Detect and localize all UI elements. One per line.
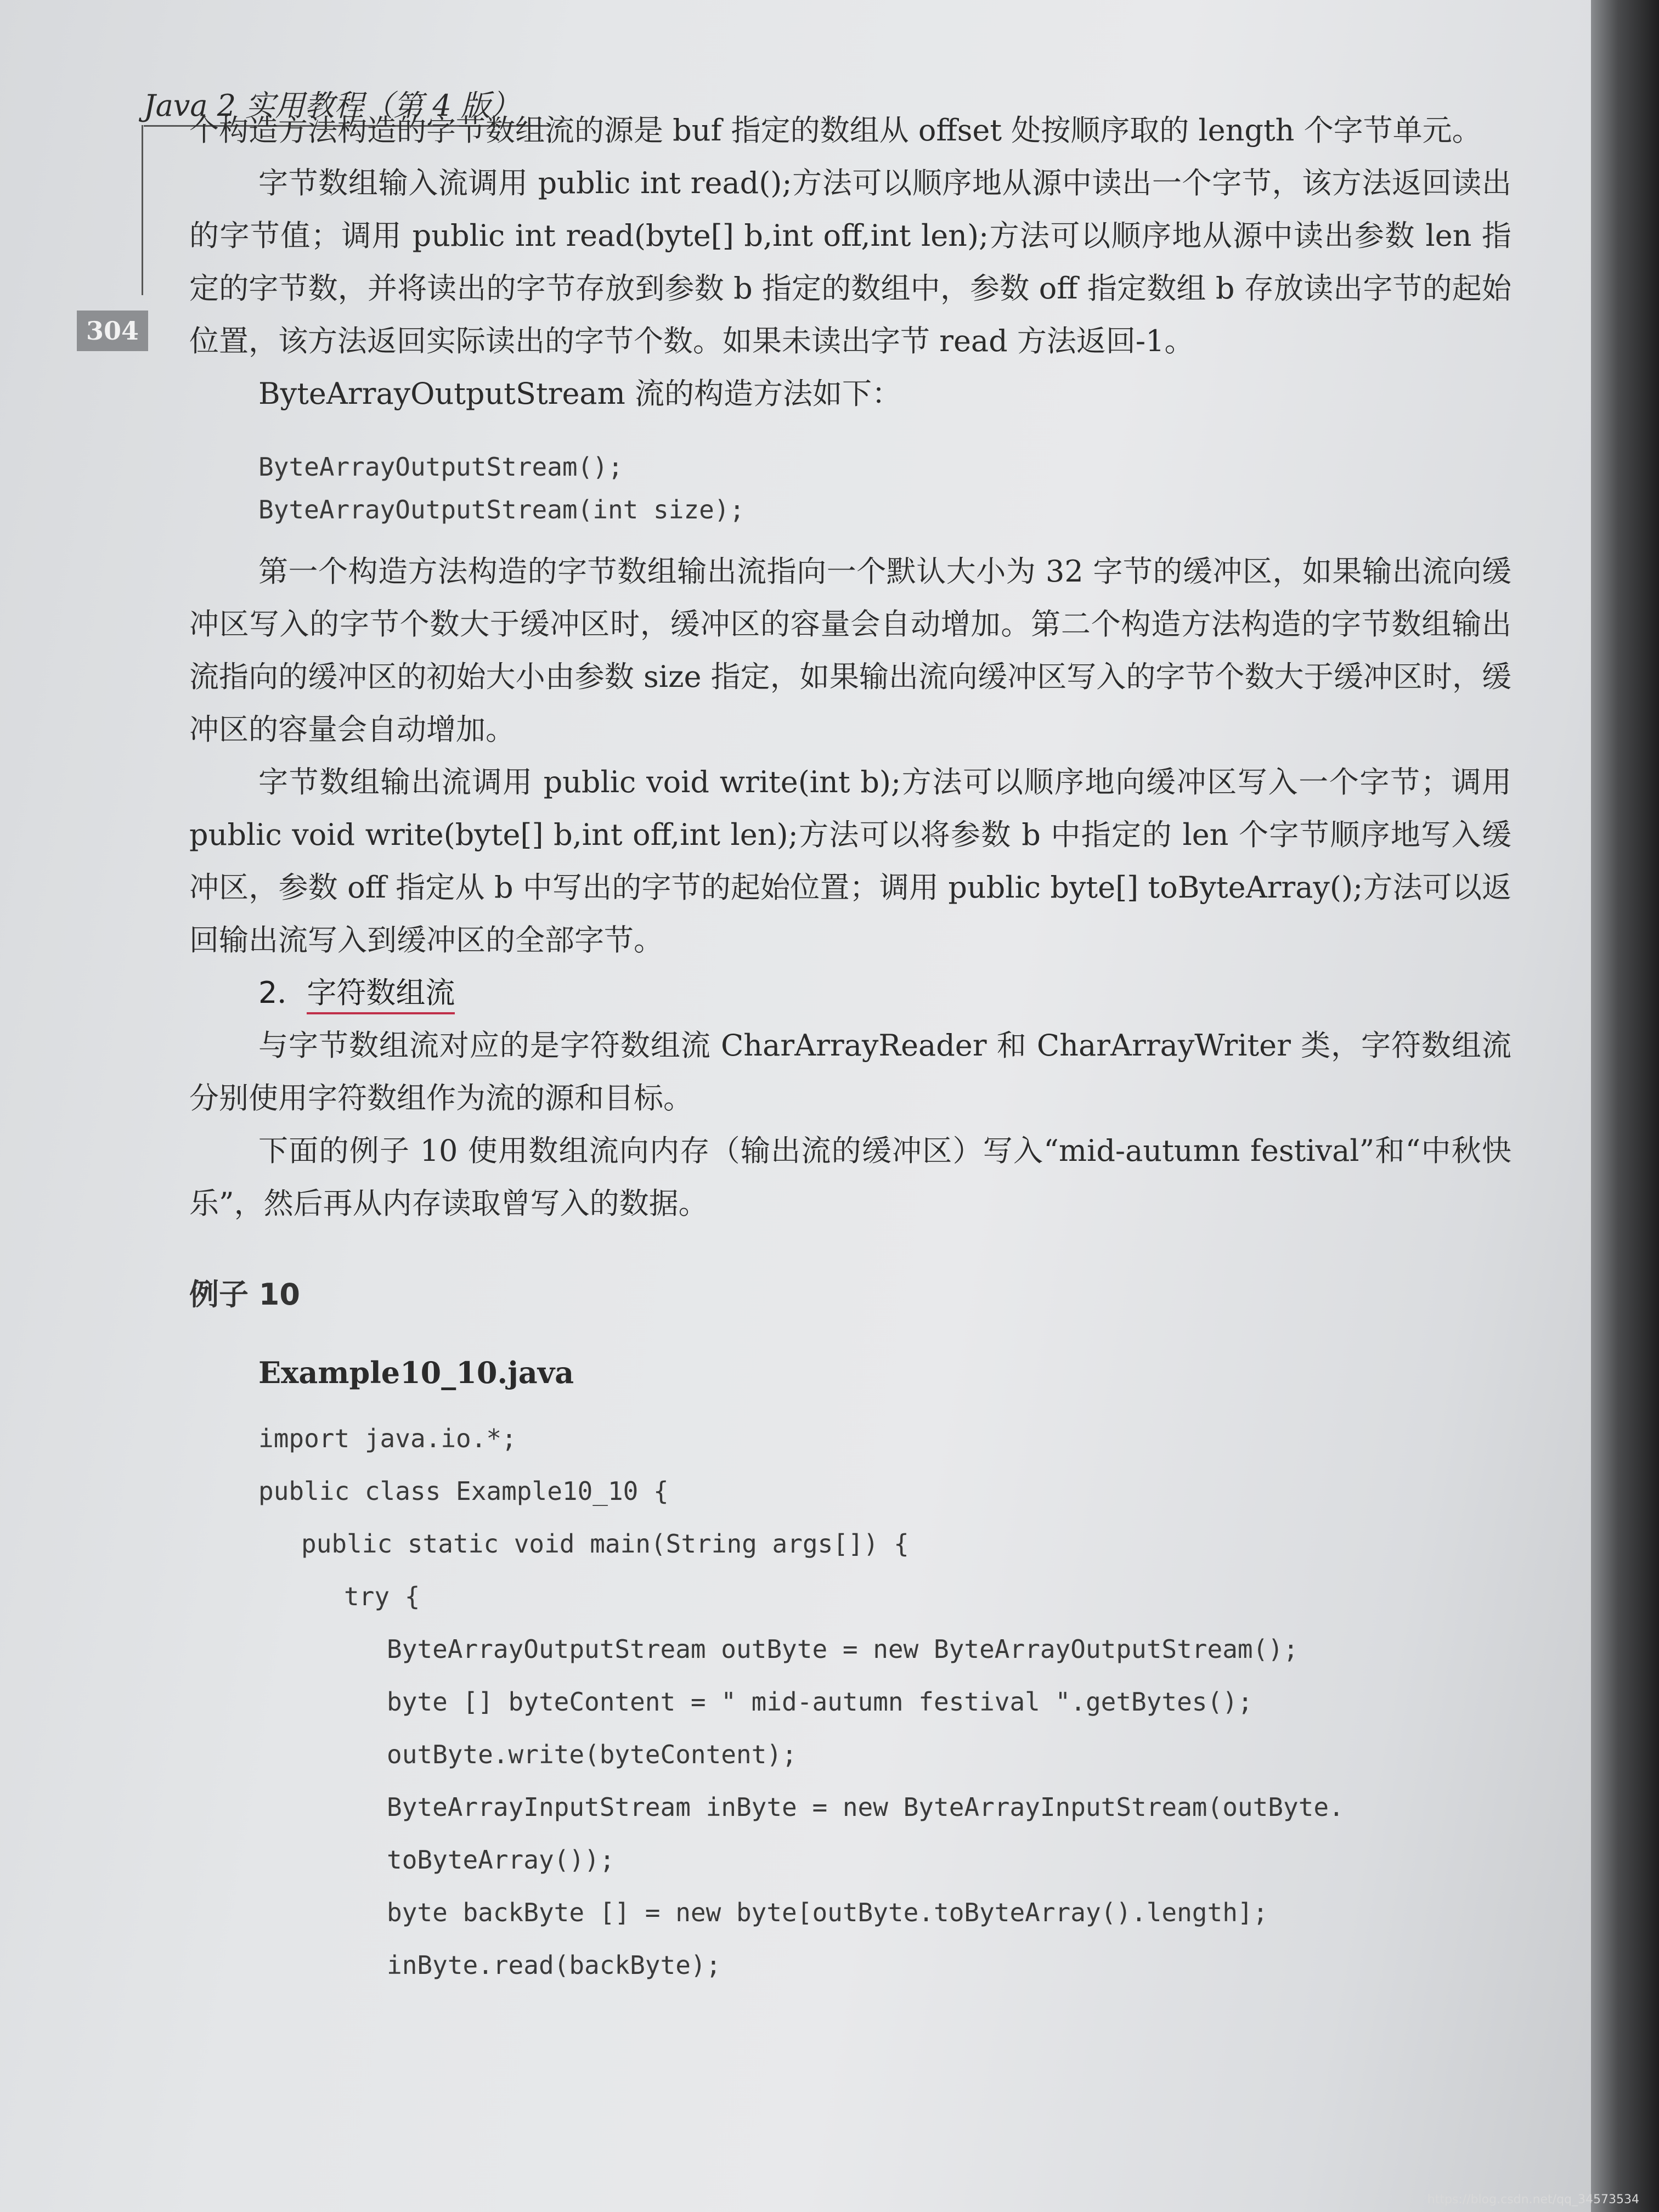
book-spine-shadow [1591, 0, 1659, 2212]
example-code-block [258, 1412, 1511, 1991]
paragraph-2: 字节数组输入流调用 public int read();方法可以顺序地从源中读出一个字节，该方法返回读出的字节值；调用 public int read(byte[] b,int off,int len);方法可以顺序地从源中读出参数 len 指定的字节数，并将读出的字节存放到参数 b 指定的数组中，参数 off 指定数组 b 存放读出字节的起始位置，该方法返回实际读出的字节个数。如果未读出字节 read 方法返回-1。 [189, 166, 1511, 358]
paragraph-5: 字节数组输出流调用 public void write(int b);方法可以顺序地向缓冲区写入一个字节；调用 public void write(byte[] b,int off,int len);方法可以将参数 b 中指定的 len 个字节顺序地写入缓冲区，参数 off 指定从 b 中写出的字节的起始位置；调用 public byte[] toByteArray();方法可以返回输出流写入到缓冲区的全部字节。 [189, 765, 1511, 957]
example-label: 例子 10 [189, 1277, 300, 1312]
section-title: 字符数组流 [307, 975, 455, 1014]
watermark: https://blog.csdn.net/qq_34573534 [1427, 2193, 1639, 2207]
page-number: 304 [77, 311, 148, 351]
code-line: toByteArray()); [387, 1845, 615, 1875]
file-name: Example10_10.java [258, 1355, 574, 1390]
paragraph-1: 个构造方法构造的字节数组流的源是 buf 指定的数组从 offset 处按顺序取的 length 个字节单元。 [189, 113, 1482, 148]
code-line: import java.io.*; [258, 1424, 517, 1453]
page-content [189, 104, 1511, 1991]
code-line: byte backByte [] = new byte[outByte.toByteArray().length]; [387, 1898, 1268, 1927]
running-header: Java 2 实用教程（第 4 版） [144, 88, 520, 123]
code-line: public class Example10_10 { [258, 1476, 669, 1506]
code-line: outByte.write(byteContent); [387, 1740, 797, 1769]
paragraph-6: 与字节数组流对应的是字符数组流 CharArrayReader 和 CharArrayWriter 类，字符数组流分别使用字符数组作为流的源和目标。 [189, 1028, 1511, 1115]
code-line: ByteArrayInputStream inByte = new ByteArrayInputStream(outByte. [387, 1792, 1344, 1822]
code-line: ByteArrayOutputStream(); [258, 452, 623, 482]
code-line: try { [344, 1582, 420, 1611]
section-number: 2． [258, 975, 307, 1010]
code-line: public static void main(String args[]) { [301, 1529, 909, 1559]
paragraph-4: 第一个构造方法构造的字节数组输出流指向一个默认大小为 32 字节的缓冲区，如果输出流向缓冲区写入的字节个数大于缓冲区时，缓冲区的容量会自动增加。第二个构造方法构造的字节数组输出流指向的缓冲区的初始大小由参数 size 指定，如果输出流向缓冲区写入的字节个数大于缓冲区时，缓冲区的容量会自动增加。 [189, 554, 1511, 747]
code-line: ByteArrayOutputStream outByte = new ByteArrayOutputStream(); [387, 1634, 1299, 1664]
code-line: ByteArrayOutputStream(int size); [258, 495, 745, 524]
constructor-code-block [258, 445, 1511, 531]
code-line: inByte.read(backByte); [387, 1950, 721, 1980]
section-heading [189, 967, 1511, 1019]
header-vertical-rule [142, 125, 143, 295]
paragraph-7: 下面的例子 10 使用数组流向内存（输出流的缓冲区）写入“mid-autumn festival”和“中秋快乐”，然后再从内存读取曾写入的数据。 [189, 1133, 1511, 1221]
code-line: byte [] byteContent = " mid-autumn festival ".getBytes(); [387, 1687, 1253, 1717]
paragraph-3: ByteArrayOutputStream 流的构造方法如下： [258, 376, 901, 411]
